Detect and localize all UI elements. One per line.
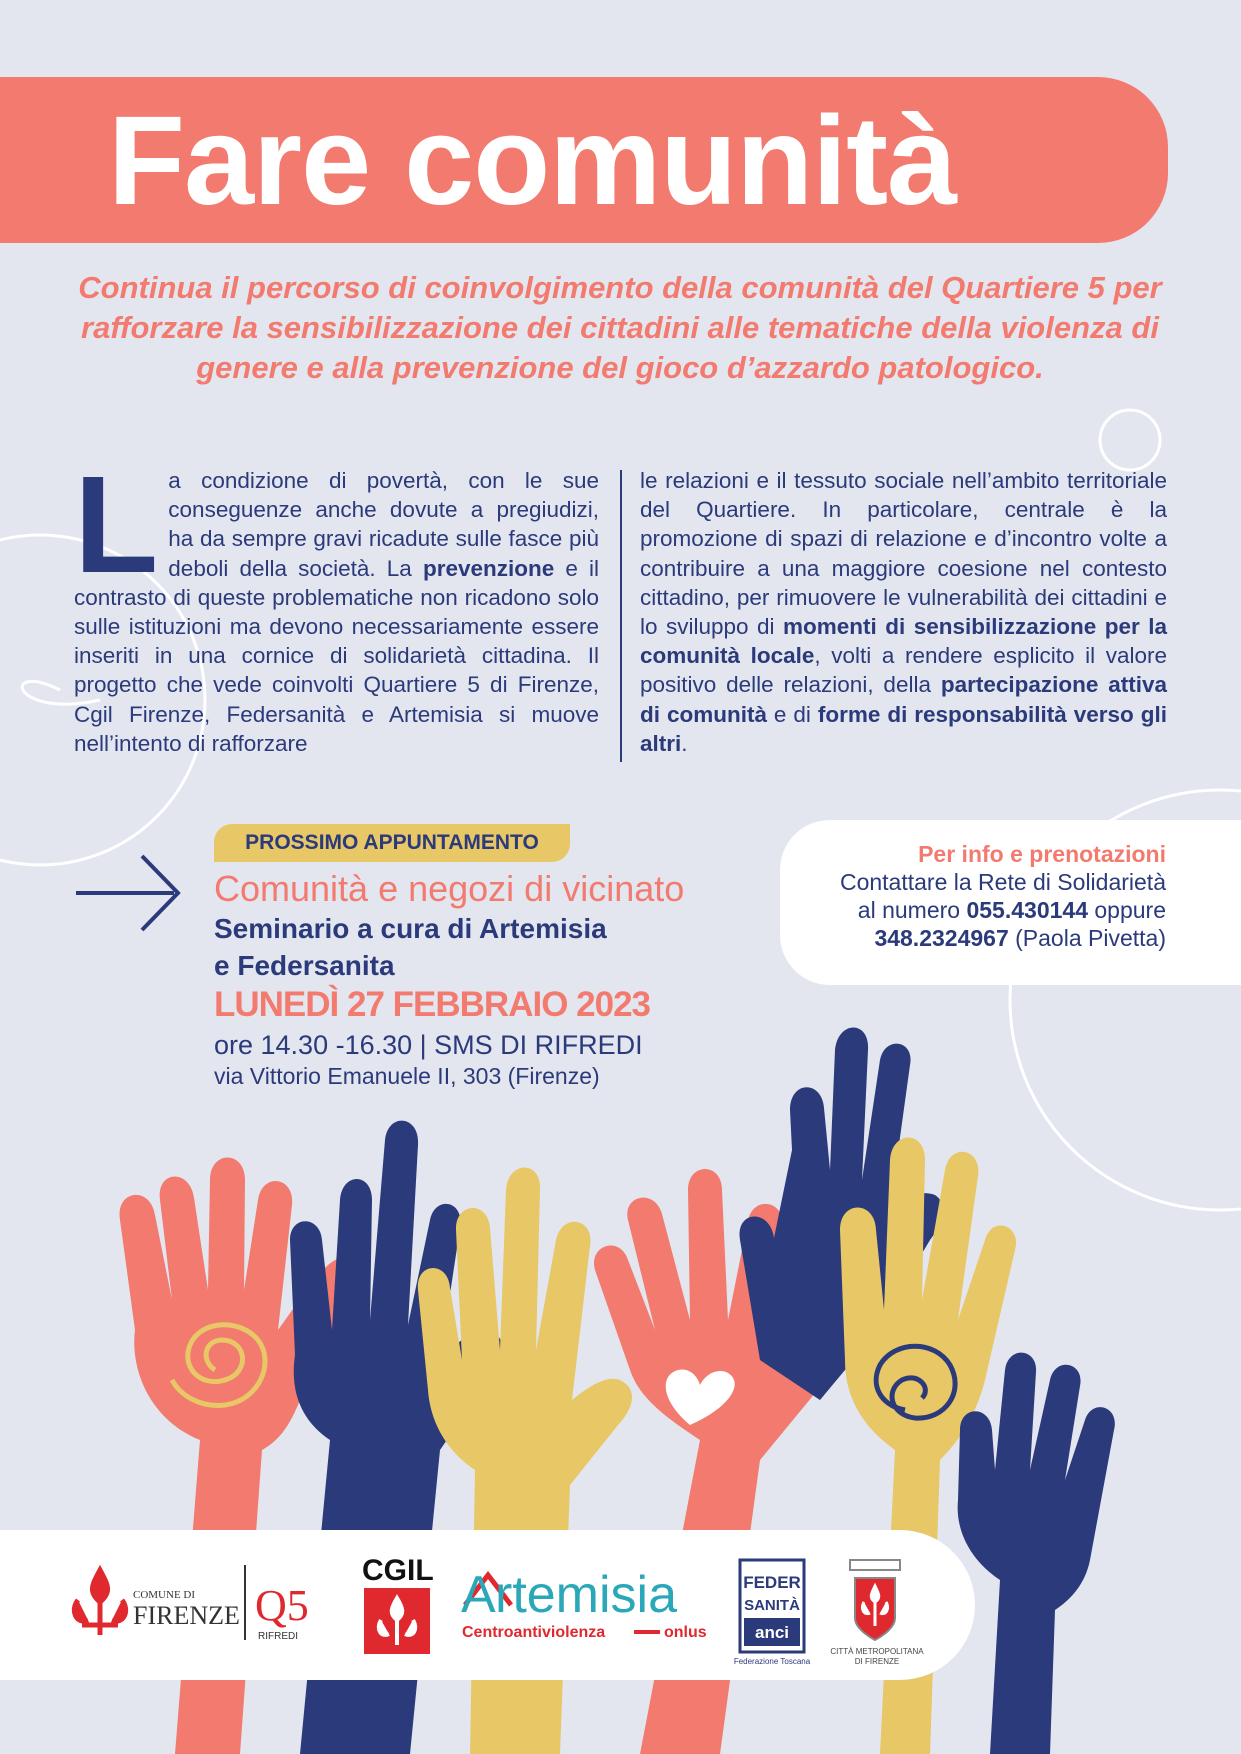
phone-number: 055.430144 [966,897,1088,923]
svg-text:RIFREDI: RIFREDI [258,1631,298,1642]
info-line: Contattare la Rete di Solidarietà [839,869,1166,895]
partner-logos [0,1530,975,1680]
body-text: , volti a rendere esplicito il valore positivo delle relazioni, della [640,643,1168,698]
body-bold: prevenzione [422,555,555,581]
drop-cap: L [74,448,159,602]
body-bold: momenti di sensibilizzazione per la comunità locale [640,614,1167,669]
event-time: ore 14.30 -16.30 | SMS DI RIFREDI [214,1030,643,1060]
svg-text:onlus: onlus [664,1624,707,1641]
subtitle: Continua il percorso di coinvolgimento della comunità del Quartiere 5 per rafforzare la sensibilizzazione dei cittadini alle tematiche della violenza di genere e alla prevenzione del gioco d’azzardo patologico. [78,270,1162,385]
event-date: LUNEDÌ 27 FEBBRAIO 2023 [214,985,651,1024]
cgil-logo [362,1554,434,1654]
info-text-part: (Paola Pivetta) [1008,925,1166,951]
body-text: . [681,730,688,756]
svg-text:anci: anci [754,1623,790,1642]
q5-logo: Q5 [255,1581,309,1630]
body-text: e il contrasto di queste problematiche non ricadono solo sulle istituzioni ma devono necessariamente essere inseriti in una cornice di solidarietà cittadina. Il progetto che vede coinvolti Quartiere 5 di Firenze, Cgil Firenze, Federsanità e Artemisia si muove nell’intento di rafforzare [74,555,600,756]
event-subtitle-line: e Federsanita [214,950,395,981]
svg-text:CGIL: CGIL [362,1554,434,1587]
svg-text:Centroantiviolenza: Centroantiviolenza [462,1624,606,1641]
svg-text:DI FIRENZE: DI FIRENZE [854,1657,900,1666]
body-text: e di [766,701,818,727]
comune-firenze-logo [74,1565,308,1642]
info-text-part: oppure [1087,897,1166,923]
event-title: Comunità e negozi di vicinato [214,868,685,909]
citta-metropolitana-logo [830,1560,924,1666]
svg-text:CITTÀ METROPOLITANA: CITTÀ METROPOLITANA [830,1647,924,1656]
event-badge: PROSSIMO APPUNTAMENTO [245,831,539,854]
info-text-part: al numero [857,897,967,923]
body-text: a condizione di povertà, con le sue conseguenze anche dovute a pregiudizi, ha da sempre gravi ricadute sulle fasce più deboli della società. La [168,468,599,581]
event-address: via Vittorio Emanuele II, 303 (Firenze) [214,1063,600,1089]
federsanita-logo [734,1560,811,1666]
artemisia-logo [461,1566,707,1641]
svg-text:A: A [461,1566,496,1624]
svg-text:FEDER: FEDER [743,1573,801,1592]
event-subtitle-line: Seminario a cura di Artemisia [214,913,607,944]
svg-text:rtemisia: rtemisia [495,1566,678,1624]
body-bold: partecipazione attiva di comunità [640,672,1168,727]
hand-navy-far-right [958,1353,1115,1754]
info-heading: Per info e prenotazioni [918,841,1166,867]
svg-text:SANITÀ: SANITÀ [744,1597,800,1614]
body-bold: forme di responsabilità verso gli altri [640,701,1168,756]
svg-text:COMUNE DI: COMUNE DI [133,1589,196,1601]
phone-number: 348.2324967 [874,925,1009,951]
svg-text:Federazione Toscana: Federazione Toscana [733,1657,811,1666]
page-title: Fare comunità [108,90,957,231]
svg-text:FIRENZE: FIRENZE [133,1601,240,1630]
body-text: le relazioni e il tessuto sociale nell’ambito territoriale del Quartiere. In particolare, centrale è la promozione di spazi di relazione e d’incontro volte a contribuire a una maggiore coesione nel contesto cittadino, per rimuovere le vulnerabilità dei cittadini e lo sviluppo di [640,468,1167,640]
